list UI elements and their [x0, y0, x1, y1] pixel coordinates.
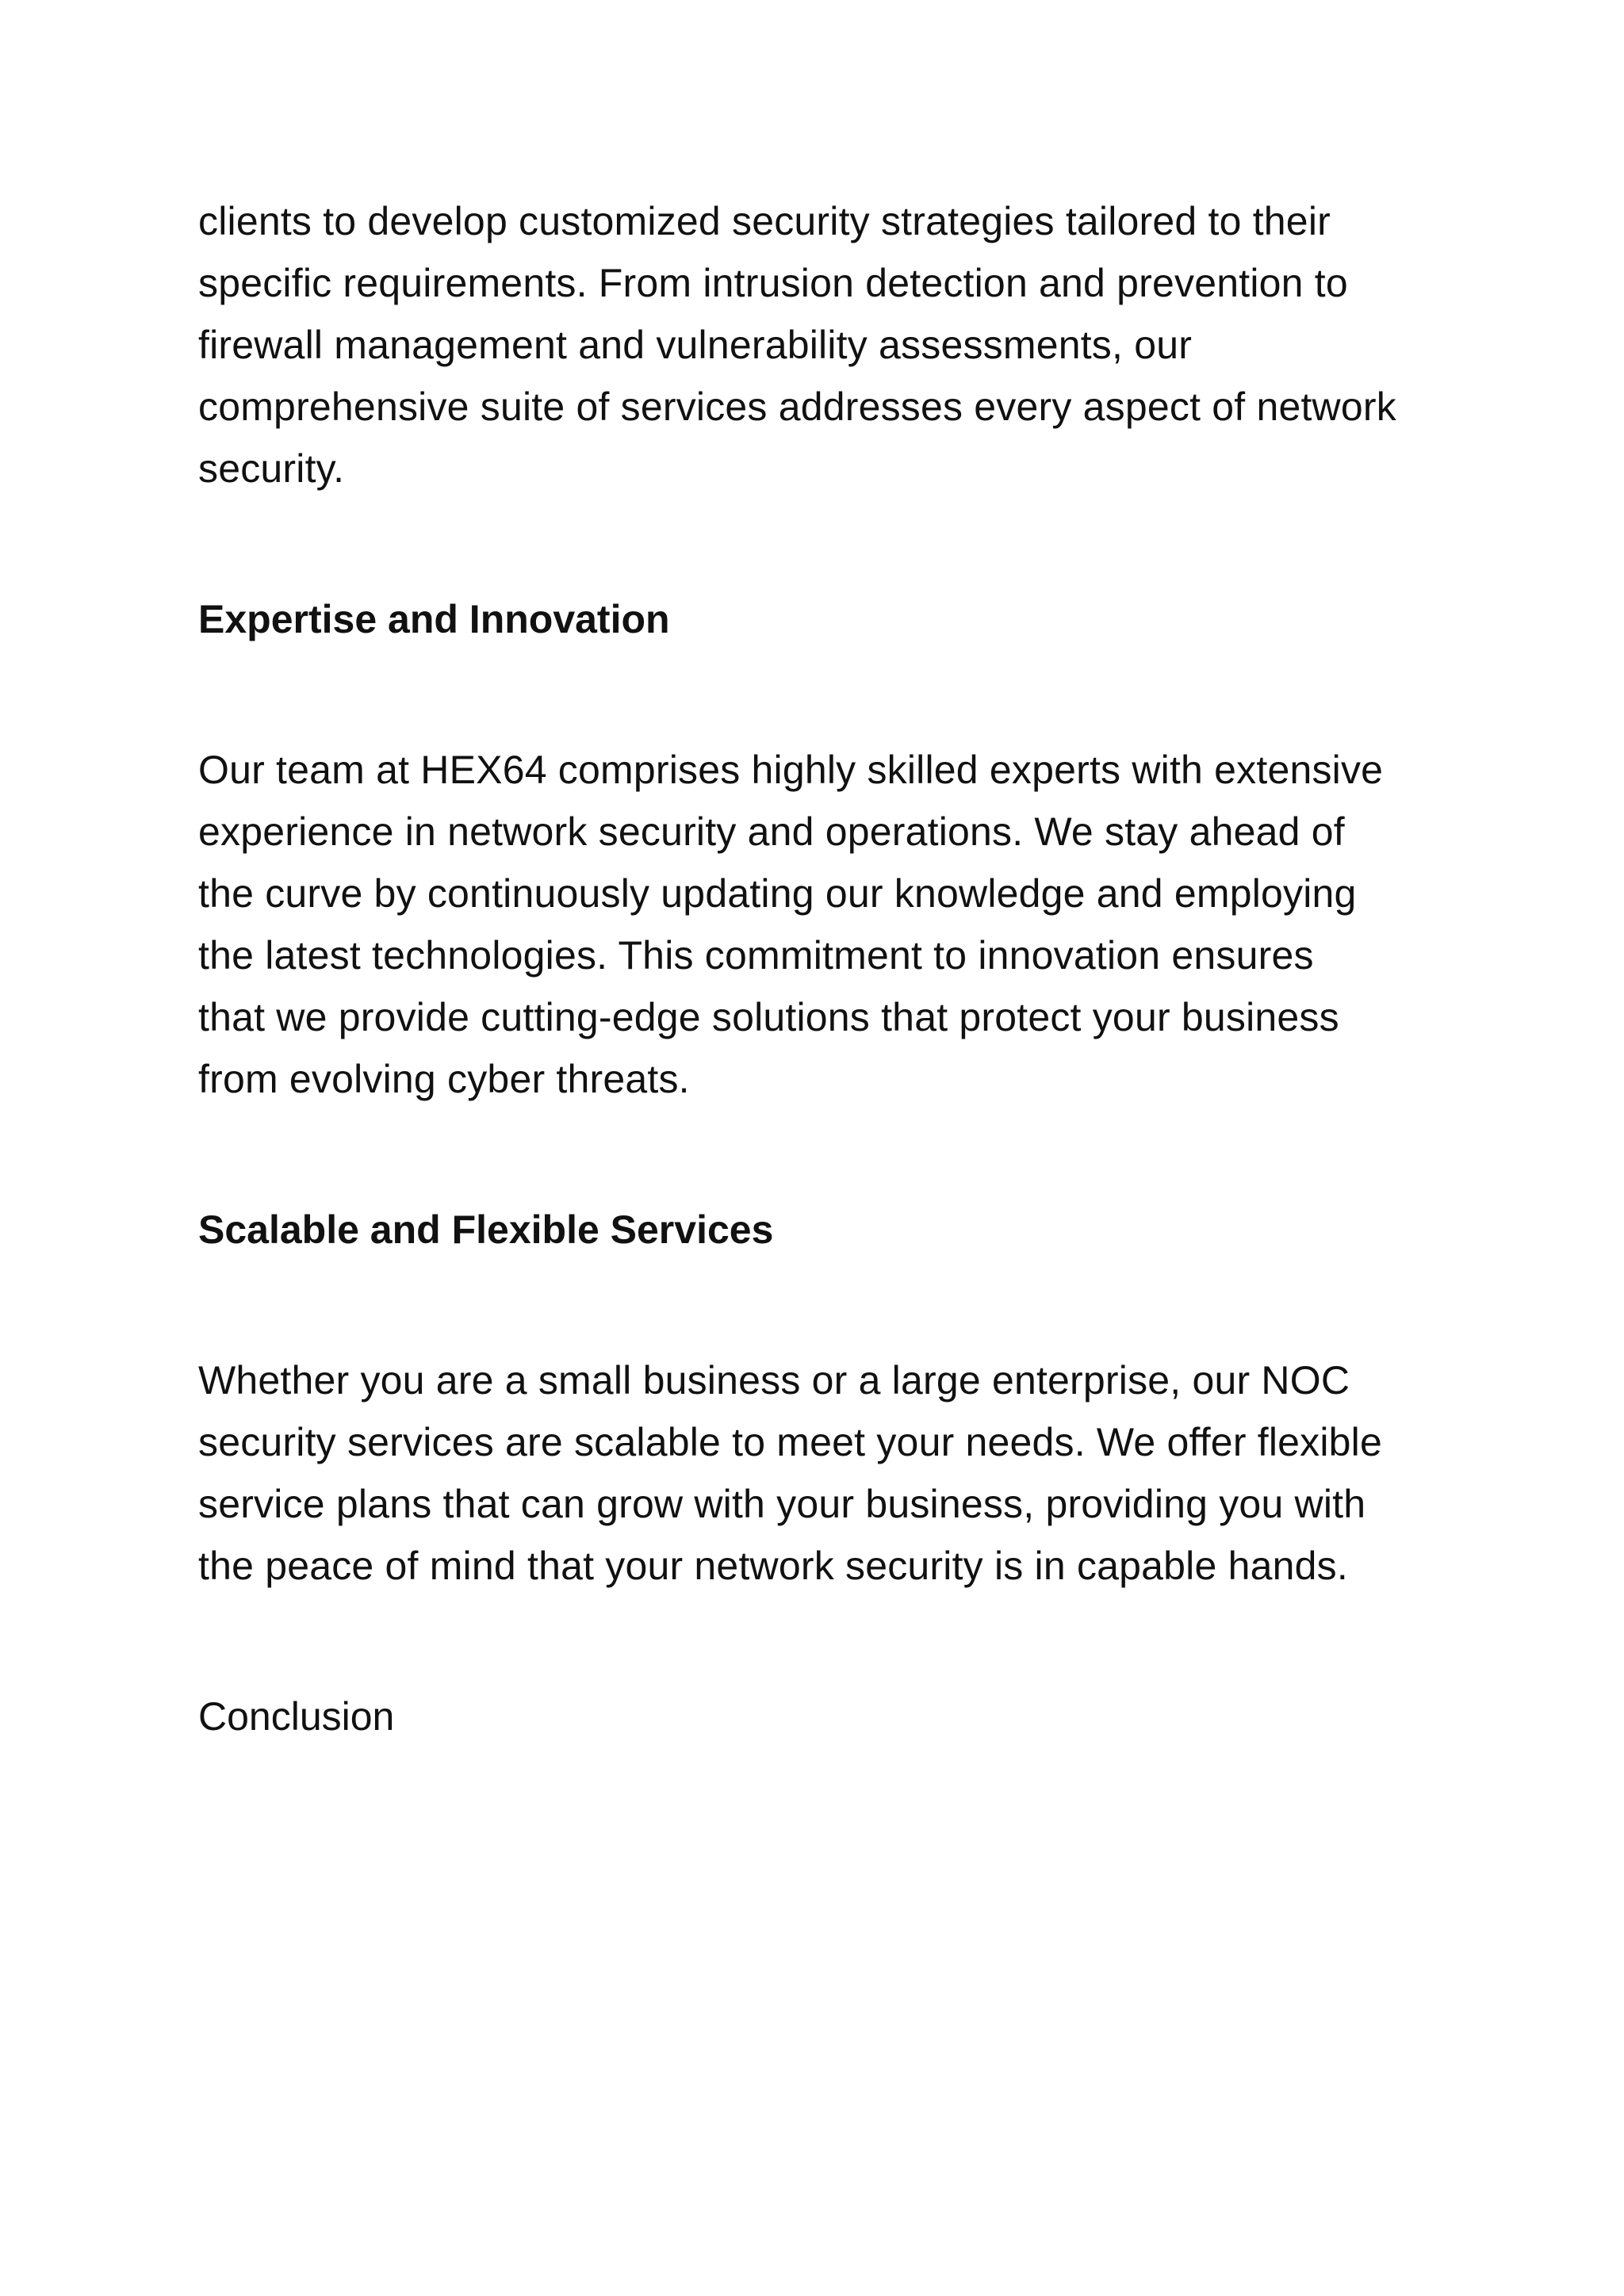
document-body: [198, 190, 1483, 1747]
paragraph-line: that we provide cutting-edge solutions that protect your business: [198, 995, 1339, 1039]
paragraph-line: Our team at HEX64 comprises highly skilled experts with extensive: [198, 748, 1384, 792]
paragraph-line: specific requirements. From intrusion detection and prevention to: [198, 261, 1348, 305]
intro-paragraph: [198, 190, 1483, 499]
paragraph-line: the peace of mind that your network security is in capable hands.: [198, 1544, 1348, 1588]
paragraph-line: security services are scalable to meet your needs. We offer flexible: [198, 1420, 1382, 1464]
paragraph-line: service plans that can grow with your business, providing you with: [198, 1482, 1366, 1526]
paragraph-line: the latest technologies. This commitment to innovation ensures: [198, 933, 1314, 978]
paragraph-line: comprehensive suite of services addresses every aspect of network: [198, 385, 1396, 429]
scalable-paragraph: [198, 1349, 1483, 1597]
paragraph-line: experience in network security and operations. We stay ahead of: [198, 809, 1345, 854]
section-heading-scalable: Scalable and Flexible Services: [198, 1207, 774, 1252]
paragraph-line: Whether you are a small business or a large enterprise, our NOC: [198, 1358, 1350, 1402]
paragraph-line: firewall management and vulnerability assessments, our: [198, 323, 1193, 367]
section-heading-expertise: Expertise and Innovation: [198, 597, 670, 641]
section-heading-conclusion: Conclusion: [198, 1694, 395, 1739]
paragraph-line: clients to develop customized security strategies tailored to their: [198, 199, 1331, 243]
paragraph-line: the curve by continuously updating our knowledge and employing: [198, 871, 1357, 916]
paragraph-line: security.: [198, 446, 345, 491]
expertise-paragraph: [198, 739, 1483, 1110]
paragraph-line: from evolving cyber threats.: [198, 1057, 690, 1101]
